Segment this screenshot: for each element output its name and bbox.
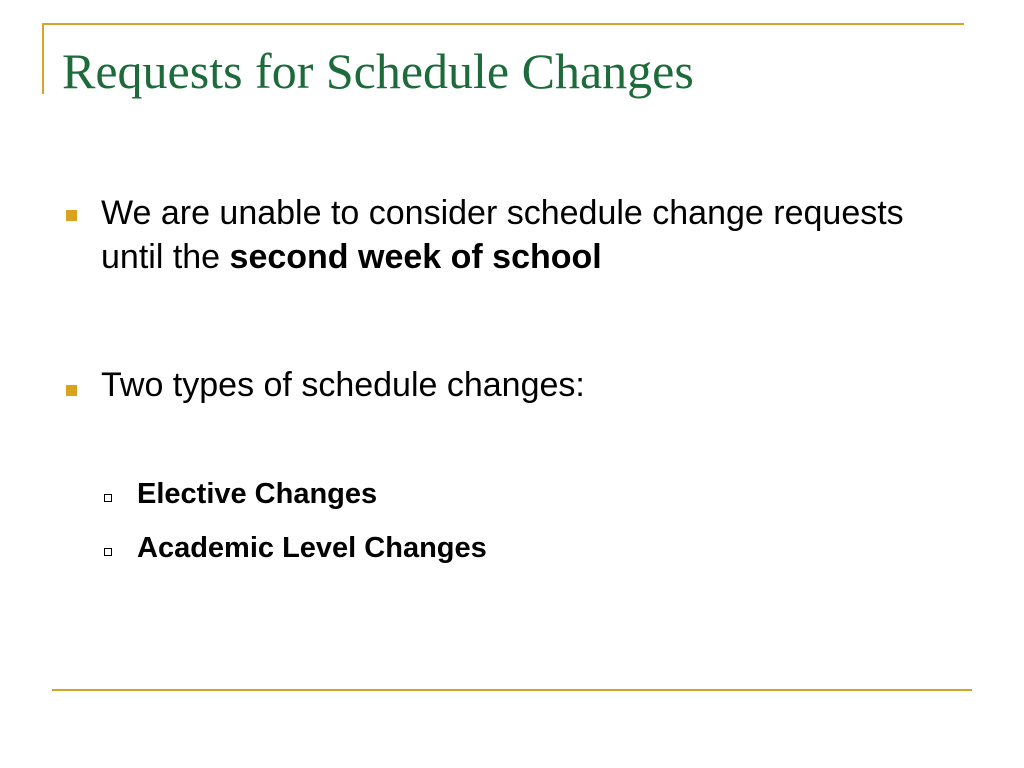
slide-title: Requests for Schedule Changes (62, 43, 694, 99)
bullet-text: We are unable to consider schedule change requests until the (101, 194, 904, 276)
bullet-item-schedule-requests (101, 191, 951, 279)
square-bullet-icon (66, 385, 77, 396)
square-bullet-icon (66, 210, 77, 221)
hollow-square-bullet-icon (104, 548, 112, 556)
left-accent-line (42, 23, 44, 94)
bottom-accent-line (52, 689, 972, 691)
bullet-emphasis: second week of school (229, 238, 602, 276)
top-accent-line (42, 23, 964, 25)
hollow-square-bullet-icon (104, 494, 112, 502)
bullet-item-change-types: Two types of schedule changes: (101, 366, 585, 404)
sub-bullet-elective-changes: Elective Changes (137, 478, 378, 510)
sub-bullet-academic-level-changes: Academic Level Changes (137, 532, 487, 564)
